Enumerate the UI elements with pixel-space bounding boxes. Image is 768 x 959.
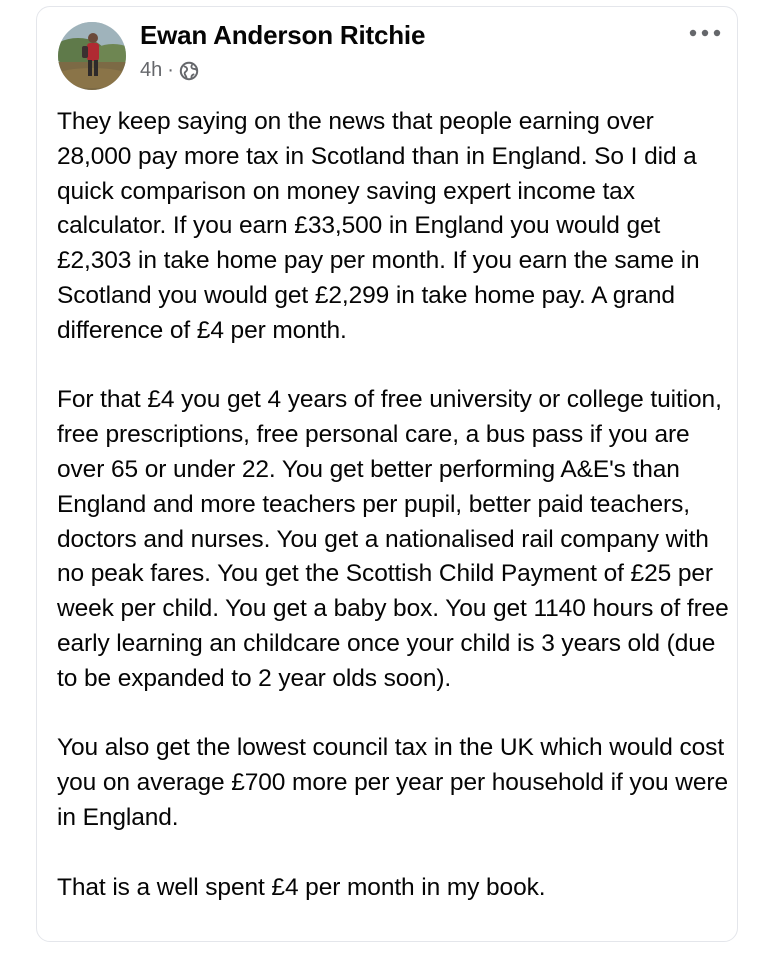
globe-icon[interactable] xyxy=(179,61,199,81)
meta-separator: · xyxy=(167,59,174,81)
post-paragraph: You also get the lowest council tax in the UK which would cost you on average £700 more per year per household if you were in England. xyxy=(57,734,728,831)
more-horizontal-icon xyxy=(689,29,721,37)
more-options-button[interactable] xyxy=(687,19,723,47)
avatar[interactable] xyxy=(58,22,126,90)
timestamp[interactable]: 4h xyxy=(140,59,163,81)
post-paragraph: For that £4 you get 4 years of free university or college tuition, free prescriptions, free personal care, a bus pass if you are over 65 or under 22. You get better performing A&E's than England and more teachers per pupil, better paid teachers, doctors and nurses. You get a nationalised rail company with no peak fares. You get the Scottish Child Payment of £25 per week per child. You get a baby box. You get 1140 hours of free early learning an childcare once your child is 3 years old (due to be expanded to 2 year olds soon). xyxy=(57,386,729,692)
post-body xyxy=(57,105,731,905)
author-name[interactable]: Ewan Anderson Ritchie xyxy=(140,20,426,50)
post-card xyxy=(36,6,738,942)
profile-photo xyxy=(58,22,126,90)
post-paragraph: That is a well spent £4 per month in my book. xyxy=(57,873,546,901)
post-meta xyxy=(140,59,199,82)
post-paragraph: They keep saying on the news that people earning over 28,000 pay more tax in Scotland than in England. So I did a quick comparison on money saving expert income tax calculator. If you earn £33,500 in England you would get £2,303 in take home pay per month. If you earn the same in Scotland you would get £2,299 in take home pay. A grand difference of £4 per month. xyxy=(57,108,700,344)
